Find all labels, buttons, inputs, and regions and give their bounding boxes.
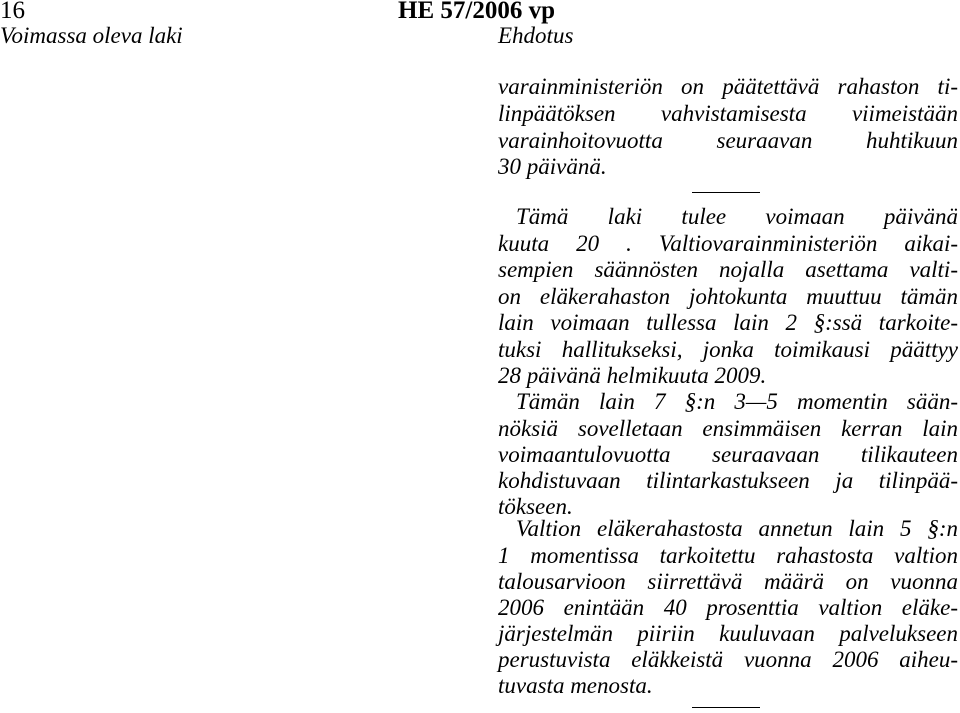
text-line: varainministeriön on päätettävä rahaston ti- (498, 74, 958, 99)
section-divider (692, 192, 760, 193)
text-line: voimaantulovuotta seuraavaan tilikauteen (498, 442, 958, 467)
text-line: järjestelmän piiriin kuuluvaan palvelukseen (498, 621, 958, 646)
text-line: Valtion eläkerahastosta annetun lain 5 §:n (516, 516, 958, 541)
text-line: lain voimaan tullessa lain 2 §:ssä tarkoite- (498, 310, 958, 335)
text-line: tuvasta menosta. (498, 673, 653, 698)
text-line: 28 päivänä helmikuuta 2009. (498, 363, 767, 388)
text-line: perustuvista eläkkeistä vuonna 2006 aiheu- (498, 647, 958, 672)
page-number: 16 (0, 0, 25, 24)
text-line: 30 päivänä. (498, 154, 607, 179)
text-line: tökseen. (498, 494, 573, 519)
end-divider (692, 707, 760, 708)
text-line: 1 momentissa tarkoitettu rahastosta valtion (498, 543, 958, 568)
text-line: kuuta 20 . Valtiovarainministeriön aikai- (498, 231, 958, 256)
text-line: kohdistuvaan tilintarkastukseen ja tilinpää- (498, 468, 958, 493)
text-line: Tämä laki tulee voimaan päivänä (516, 204, 958, 229)
text-line: talousarvioon siirrettävä määrä on vuonna (498, 569, 958, 594)
text-line: varainhoitovuotta seuraavan huhtikuun (498, 128, 958, 153)
text-line: nöksiä sovelletaan ensimmäisen kerran lain (498, 416, 958, 441)
text-line: linpäätöksen vahvistamisesta viimeistään (498, 101, 958, 126)
text-line: Tämän lain 7 §:n 3—5 momentin sään- (516, 389, 958, 414)
text-line: 2006 enintään 40 prosenttia valtion eläke- (498, 595, 958, 620)
text-line: tuksi hallitukseksi, jonka toimikausi päättyy (498, 337, 958, 362)
document-id: HE 57/2006 vp (398, 0, 555, 24)
left-column-title: Voimassa oleva laki (0, 23, 183, 48)
text-line: on eläkerahaston johtokunta muuttuu tämän (498, 284, 958, 309)
right-column-title: Ehdotus (498, 23, 574, 48)
text-line: sempien säännösten nojalla asettama valti- (498, 257, 958, 282)
